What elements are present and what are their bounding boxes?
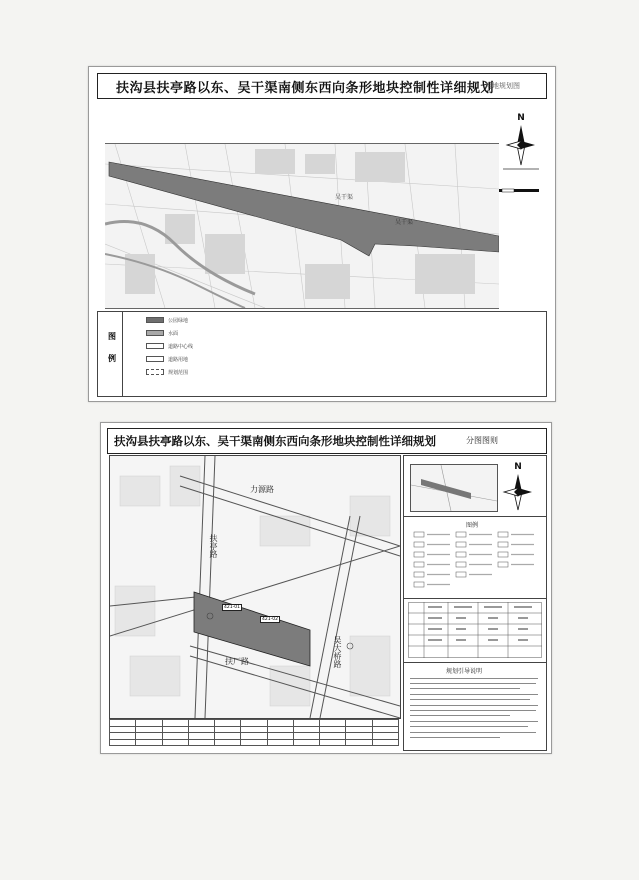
legend-swatch bbox=[146, 317, 164, 323]
north-arrow-icon bbox=[503, 115, 539, 171]
note-line bbox=[410, 699, 530, 700]
note-line bbox=[410, 683, 536, 684]
sheet1-title: 扶沟县扶亭路以东、吴干渠南侧东西向条形地块控制性详细规划 bbox=[116, 81, 495, 96]
note-line bbox=[410, 726, 528, 727]
legend-item-water bbox=[146, 329, 178, 337]
detail-plan-sheet bbox=[100, 422, 552, 754]
block-label-421-02[interactable]: 421-02 bbox=[262, 617, 278, 622]
legend-item-road-land bbox=[146, 355, 188, 363]
legend-swatch bbox=[146, 330, 164, 336]
note-line bbox=[410, 694, 538, 695]
note-line bbox=[410, 688, 520, 689]
location-key-map bbox=[410, 464, 498, 512]
sheet1-title-bar bbox=[97, 73, 547, 99]
legend-label: 道路用地 bbox=[168, 356, 189, 363]
note-line bbox=[410, 715, 510, 716]
legend-label: 水面 bbox=[168, 330, 179, 337]
sheet2-subtitle: 分图图则 bbox=[466, 436, 498, 445]
legend-label: 道路中心线 bbox=[168, 343, 194, 350]
note-line bbox=[410, 705, 538, 706]
legend-title: 图例 bbox=[108, 332, 116, 363]
road-label-liyuan: 力源路 bbox=[250, 485, 274, 494]
note-line bbox=[410, 732, 536, 733]
sheet1-legend bbox=[97, 311, 547, 397]
north-letter: N bbox=[517, 113, 525, 123]
legend-item-boundary bbox=[146, 368, 188, 376]
block-label-421-01[interactable]: 421-01 bbox=[224, 605, 240, 610]
legend-swatch bbox=[146, 369, 164, 375]
legend-label: 规划范围 bbox=[168, 369, 189, 376]
legend-item-road-centerline bbox=[146, 342, 193, 350]
note-line bbox=[410, 678, 538, 679]
legend-item-park bbox=[146, 316, 188, 324]
sheet2-side-panel bbox=[403, 455, 547, 751]
road-label-futing: 扶亭路 bbox=[209, 534, 218, 558]
north-arrow-icon bbox=[500, 464, 536, 514]
note-line bbox=[410, 721, 538, 722]
road-label-fuchang: 扶厂路 bbox=[225, 657, 249, 666]
legend-swatch bbox=[146, 343, 164, 349]
detail-legend-grid bbox=[412, 530, 540, 594]
notes-title: 规划引导说明 bbox=[446, 668, 483, 675]
sheet2-indicator-table bbox=[109, 719, 399, 749]
road-label-wudaqiao: 吴大桥路 bbox=[333, 636, 342, 668]
legend-divider bbox=[122, 312, 123, 396]
legend-swatch bbox=[146, 356, 164, 362]
sheet2-title: 扶沟县扶亭路以东、吴干渠南侧东西向条形地块控制性详细规划 bbox=[114, 434, 436, 448]
note-line bbox=[410, 710, 536, 711]
legend-label: 公园绿地 bbox=[168, 317, 189, 324]
control-indicator-table bbox=[408, 602, 542, 658]
sheet2-title-bar bbox=[107, 428, 547, 454]
sheet1-map[interactable] bbox=[105, 143, 499, 309]
svg-text:吴干渠: 吴干渠 bbox=[335, 194, 354, 201]
legend-box-title: 图例 bbox=[466, 522, 479, 529]
sheet1-subtitle: 用地规划图 bbox=[485, 82, 520, 90]
north-letter: N bbox=[514, 462, 522, 472]
svg-text:吴干渠: 吴干渠 bbox=[395, 219, 414, 226]
sheet2-map[interactable] bbox=[109, 455, 401, 719]
note-line bbox=[410, 737, 500, 738]
land-use-plan-sheet bbox=[88, 66, 556, 402]
